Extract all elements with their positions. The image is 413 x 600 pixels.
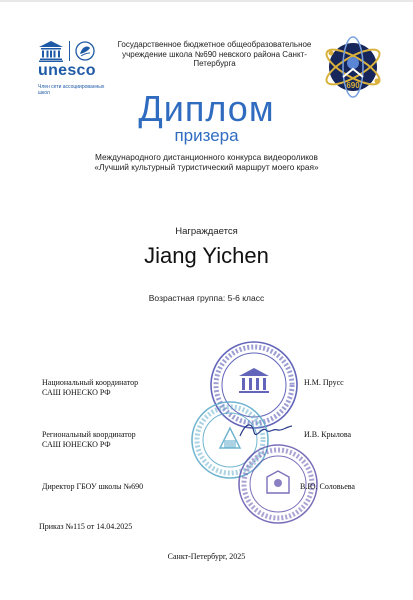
contest-line-2: «Лучший культурный туристический маршрут моего края» <box>94 162 319 172</box>
signatory-3-title <box>42 482 143 492</box>
unesco-wordmark: unesco <box>38 62 96 79</box>
leaf-globe-icon <box>74 40 96 62</box>
signatory-3-name: В.Ю. Соловьева <box>300 482 355 491</box>
contest-description <box>60 152 353 172</box>
signatory-1-line-2: САШ ЮНЕСКО РФ <box>42 388 111 397</box>
place-and-year: Санкт-Петербург, 2025 <box>167 552 246 561</box>
signatory-3-line-1: Директор ГБОУ школы №690 <box>42 482 144 491</box>
signatory-2-line-1: Региональный координатор <box>42 430 136 439</box>
signatory-1-line-1: Национальный координатор <box>42 378 139 387</box>
logo-divider <box>69 41 70 61</box>
unesco-network-caption: Член сети ассоциированных школ <box>38 84 105 96</box>
age-group: Возрастная группа: 5-6 класс <box>148 293 265 303</box>
handwritten-signature <box>236 418 296 444</box>
diploma-title: Диплом <box>138 88 275 129</box>
top-edge <box>0 0 413 2</box>
signatory-1-title <box>42 378 138 398</box>
school-name: Государственное бюджетное общеобразовательное учреждение школа №690 невского района Санкт-Петербурга <box>117 40 312 68</box>
signatory-2-name: И.В. Крылова <box>304 430 352 439</box>
awarded-label: Награждается <box>175 226 238 237</box>
signatory-1-name: Н.М. Прусс <box>304 378 344 387</box>
recipient-name: Jiang Yichen <box>144 243 269 268</box>
signatory-2-title <box>42 430 136 450</box>
order-reference: Приказ №115 от 14.04.2025 <box>39 522 133 531</box>
signatory-2-line-2: САШ ЮНЕСКО РФ <box>42 440 111 449</box>
emblem-number: 690 <box>346 81 360 90</box>
contest-line-1: Международного дистанционного конкурса видеороликов <box>95 152 318 162</box>
diploma-subtitle: призера <box>174 126 239 145</box>
unesco-temple-icon <box>38 40 64 62</box>
